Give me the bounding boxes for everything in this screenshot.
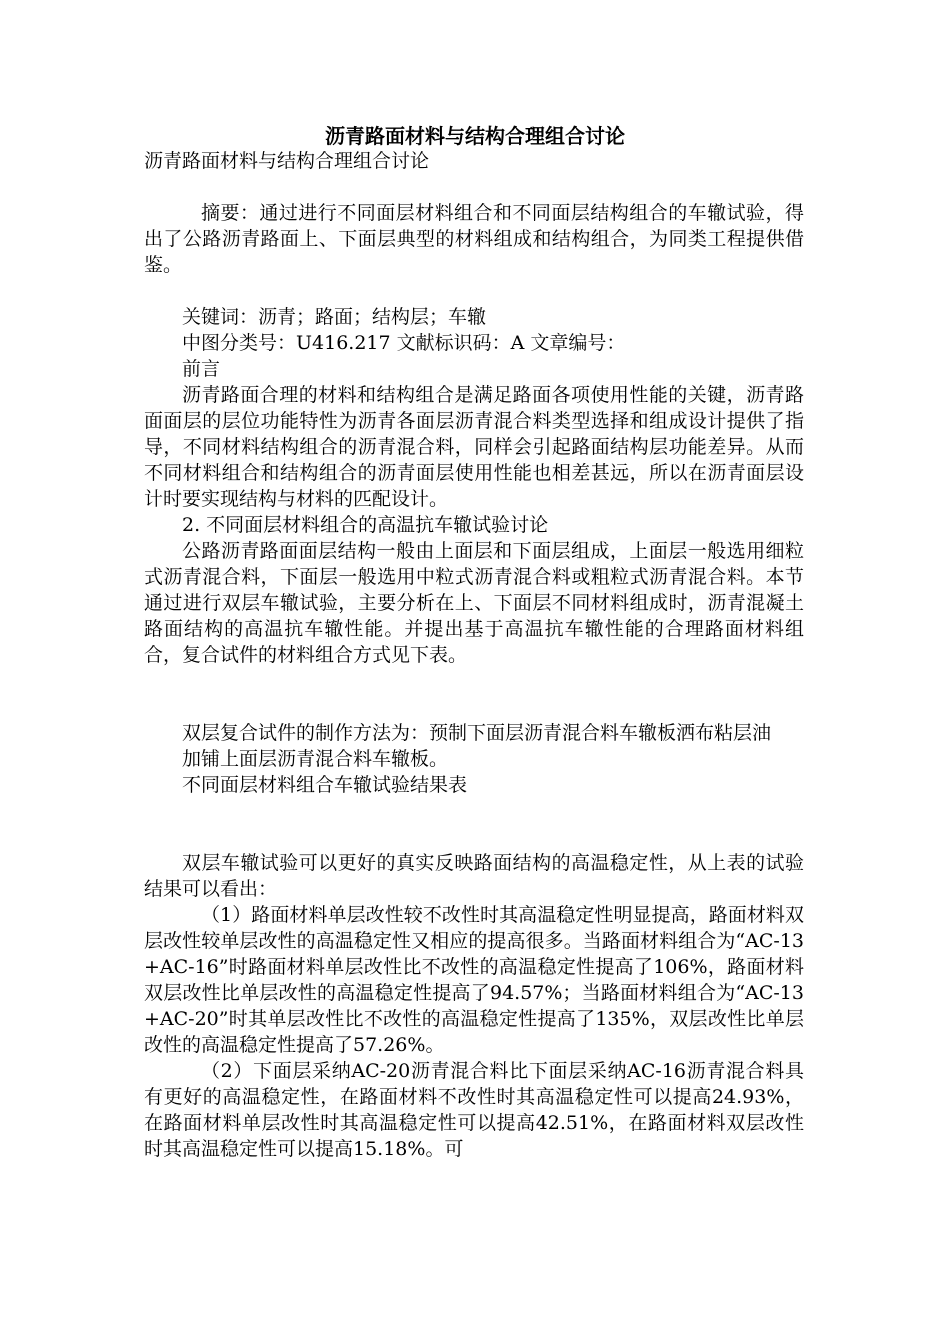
document-body xyxy=(144,148,804,1162)
keywords-line: 关键词：沥青；路面；结构层；车辙 xyxy=(182,306,487,328)
page-title: 沥青路面材料与结构合理组合讨论 xyxy=(325,124,625,148)
classification-line: 中图分类号：U416.217 文献标识码：A 文章编号： xyxy=(182,332,626,354)
spacer xyxy=(144,174,804,200)
result-item-2: （2）下面层采纳AC-20沥青混合料比下面层采纳AC-16沥青混合料具有更好的高温稳定性，在路面材料不改性时其高温稳定性可以提高24.93%，在路面材料单层改性时其高温稳定性可以提高42.51%，在路面材料双层改性时其高温稳定性可以提高15.18%。可 xyxy=(144,1060,804,1160)
table-caption: 不同面层材料组合车辙试验结果表 xyxy=(182,774,468,796)
result-intro-paragraph: 双层车辙试验可以更好的真实反映路面结构的高温稳定性，从上表的试验结果可以看出： xyxy=(144,852,804,900)
subtitle: 沥青路面材料与结构合理组合讨论 xyxy=(144,150,430,172)
method-paragraph-2: 加铺上面层沥青混合料车辙板。 xyxy=(182,748,449,770)
section-paragraph: 公路沥青路面面层结构一般由上面层和下面层组成，上面层一般选用细粒式沥青混合料，下面层一般选用中粒式沥青混合料或粗粒式沥青混合料。本节通过进行双层车辙试验，主要分析在上、下面层不同材料组成时，沥青混凝土路面结构的高温抗车辙性能。并提出基于高温抗车辙性能的合理路面材料组合，复合试件的材料组合方式见下表。 xyxy=(144,540,804,666)
spacer xyxy=(144,278,804,304)
abstract-paragraph: 摘要：通过进行不同面层材料组合和不同面层结构组合的车辙试验，得出了公路沥青路面上、下面层典型的材料组成和结构组合，为同类工程提供借鉴。 xyxy=(144,202,804,276)
table-placeholder xyxy=(144,668,804,720)
section-heading: 2. 不同面层材料组合的高温抗车辙试验讨论 xyxy=(182,514,549,536)
table-placeholder xyxy=(144,798,804,850)
preface-paragraph: 沥青路面合理的材料和结构组合是满足路面各项使用性能的关键，沥青路面面层的层位功能特性为沥青各面层沥青混合料类型选择和组成设计提供了指导，不同材料结构组合的沥青混合料，同样会引起路面结构层功能差异。从而不同材料组合和结构组合的沥青面层使用性能也相差甚远，所以在沥青面层设计时要实现结构与材料的匹配设计。 xyxy=(144,384,804,510)
result-item-1: （1）路面材料单层改性较不改性时其高温稳定性明显提高，路面材料双层改性较单层改性的高温稳定性又相应的提高很多。当路面材料组合为“AC-13+AC-16”时路面材料单层改性比不改性的高温稳定性提高了106%，路面材料双层改性比单层改性的高温稳定性提高了94.57%；当路面材料组合为“AC-13+AC-20”时其单层改性比不改性的高温稳定性提高了135%，双层改性比单层改性的高温稳定性提高了57.26%。 xyxy=(144,904,804,1056)
preface-heading: 前言 xyxy=(182,358,221,380)
method-paragraph: 双层复合试件的制作方法为：预制下面层沥青混合料车辙板洒布粘层油 xyxy=(182,722,772,744)
